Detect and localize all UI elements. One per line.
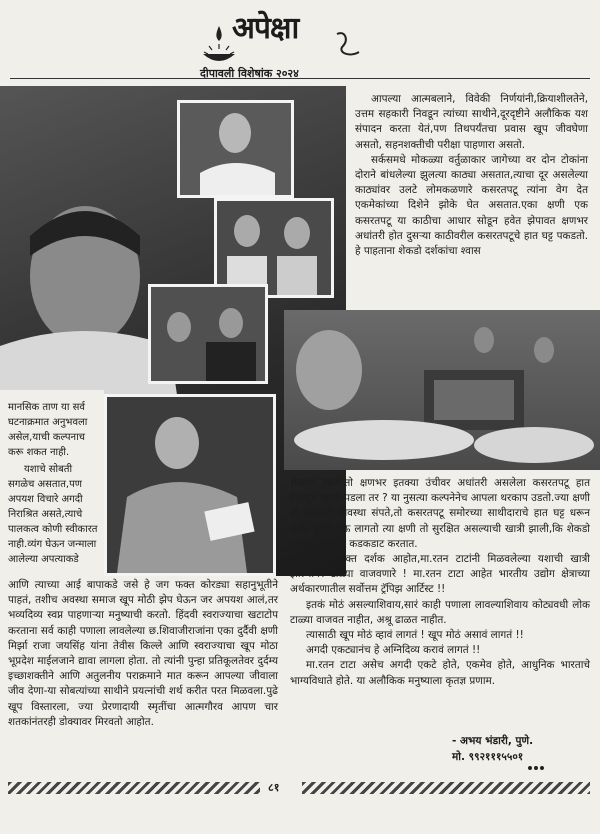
- article-text-right-bottom: [290, 476, 590, 689]
- page-number: ८१: [268, 781, 280, 794]
- paragraph: आपण फक्त दर्शक आहोत,मा.रतन टाटांनी मिळवलेल्या यशाची खात्री झाल्यावर टाळ्या वाजवणारे ! मा.रतन टाटा आहेत भारतीय उद्योग क्षेत्राच्या अर्थकारणातील सर्वोत्तम ट्रॅपिझ आर्टिस्ट !!: [290, 553, 590, 596]
- young-tata-photo: [177, 100, 294, 198]
- paragraph: अगदी एकट्यानंच हे अग्निदिव्य करावं लागतं !!: [306, 644, 481, 657]
- paragraph: मानसिक ताण या सर्व घटनाक्रमात अनुभवला असेल,याची कल्पनाच करू शकत नाही.: [8, 402, 88, 458]
- paragraph: मा.रतन टाटा असेच अगदी एकटे होते, एकमेव होते, आधुनिक भारताचे भाग्यविधाते होते. या अलौकिक मनुष्याला कृतज्ञ प्रणाम.: [290, 659, 590, 687]
- tata-seated-photo: [104, 394, 276, 576]
- author-phone: मो. ९९२१११५५०१: [452, 751, 524, 763]
- footer-border-right: [302, 782, 590, 794]
- end-mark-icon: [528, 766, 544, 775]
- article-text-left-mid: [8, 400, 100, 567]
- paragraph: रोखला जातो.तो क्षणभर इतक्या उंचीवर अधांतरी असलेला कसरतपटू हात निसटून खाली पडला तर ? या नुसत्या कल्पनेनेच आपला थरकाप उडतो.ज्या क्षणी ती अधांतरी अवस्था संपते,तो कसरतपटू समोरच्या साथीदाराचे हात घट्ट धरून मजेत झोके घेऊ लागतो त्या क्षणी तो सुरक्षित असल्याची खात्री झाली,कि शेकडो दर्शक टाळ्यांचा कडकडाट करतात.: [290, 477, 590, 550]
- masthead-subtitle: दीपावली विशेषांक २०२४: [200, 67, 299, 80]
- paragraph: आणि त्याच्या आई बापाकडे जसे हे जग फक्त कोरड्या सहानुभूतीने पाहतं, तशीच अवस्था समाज खूप मोठी झेप घेऊन जर अपयश आलं,तर भव्यदिव्य स्वप्न पाहणाऱ्या मनुष्याची करतो. हिंदवी स्वराज्याचा खटाटोप करताना सर्व काही पणाला लावलेल्या छ.शिवाजीराजांना एका दुर्दैवी क्षणी मिर्झा राजा जयसिंह यांना तेवीस किल्ले आणि स्वराज्याचा खूप मोठा भूप्रदेश माईलजाने द्यावा लागला होता. तो त्यांनी पुन्हा प्रतिकूलतेवर दुर्दम्य इच्छाशक्तीने आणि अतुलनीय पराक्रमाने मात करून आपल्या जीवाला जीव देणा-या सोबत्यांच्या साथीने प्रयत्नांची शर्थ करीत परत मिळवला.पुढे खूप विस्तारला, ज्या प्रेरणादायी स्मृतींचा आत्मगौरव आपण चार शतकांनंतरही डोक्यावर मिरवतो आहोत.: [8, 579, 278, 728]
- author-signature: - अभय भंडारी, पुणे.: [452, 735, 534, 747]
- article-text-right-top: [355, 92, 588, 259]
- funeral-tribute-photo: [284, 310, 600, 470]
- masthead-title: अपेक्षा: [232, 11, 299, 46]
- footer-border-left: [8, 782, 260, 794]
- paragraph: इतकं मोठं असल्याशिवाय,सारं काही पणाला लावल्याशिवाय कोट्यवधी लोक टाळ्या वाजवत नाहीत, अश्रू ढाळत नाहीत.: [290, 598, 590, 626]
- paragraph: त्यासाठी खूप मोठं व्हावं लागतं ! खूप मोठं असावं लागतं !!: [306, 629, 524, 642]
- tata-group-photo: [214, 198, 334, 298]
- paragraph: आपल्या आत्मबलाने, विवेकी निर्णयांनी,क्रियाशीलतेने, उत्तम सहकारी निवडून त्यांच्या साथीने,दूरदृष्टीने अलौकिक यश संपादन करता येतं,पण तिथपर्यंतचा प्रवास खूप जीवघेणा असतो, सहनशक्तीची परीक्षा पाहणारा असतो.: [355, 93, 588, 151]
- article-text-left-bottom: [8, 578, 278, 730]
- paragraph: यशाचे सोबती सगळेच असतात,पण अपयश विचारे अगदी निराश्रित असते,त्याचे पालकत्व कोणी स्वीकारत नाही.व्यंग घेऊन जन्माला आलेल्या अपत्याकडे: [8, 464, 98, 565]
- tata-meeting-photo: [148, 284, 268, 384]
- header-rule: [10, 78, 590, 79]
- paragraph: सर्कसमधे मोकळ्या वर्तुळाकार जागेच्या वर दोन टोकांना दोराने बांधलेल्या झुलत्या काठ्या असतात,त्याचा दूर असलेल्या काठ्यांवर उलटे लोमकळणारे कसरतपटू त्यांना वेग देत एकमेकांच्या दिशेने झोके घेत असतात.एका क्षणी एक कसरतपटू या काठीचा आधार सोडून हवेत झेपावत क्षणभर अधांतरी होत दुसऱ्या काठीवरील कसरतपटूचे हात घट्ट पकडतो. हे पाहताना शेकडो दर्शकांचा श्वास: [355, 153, 588, 258]
- title-flourish-icon: [335, 30, 375, 60]
